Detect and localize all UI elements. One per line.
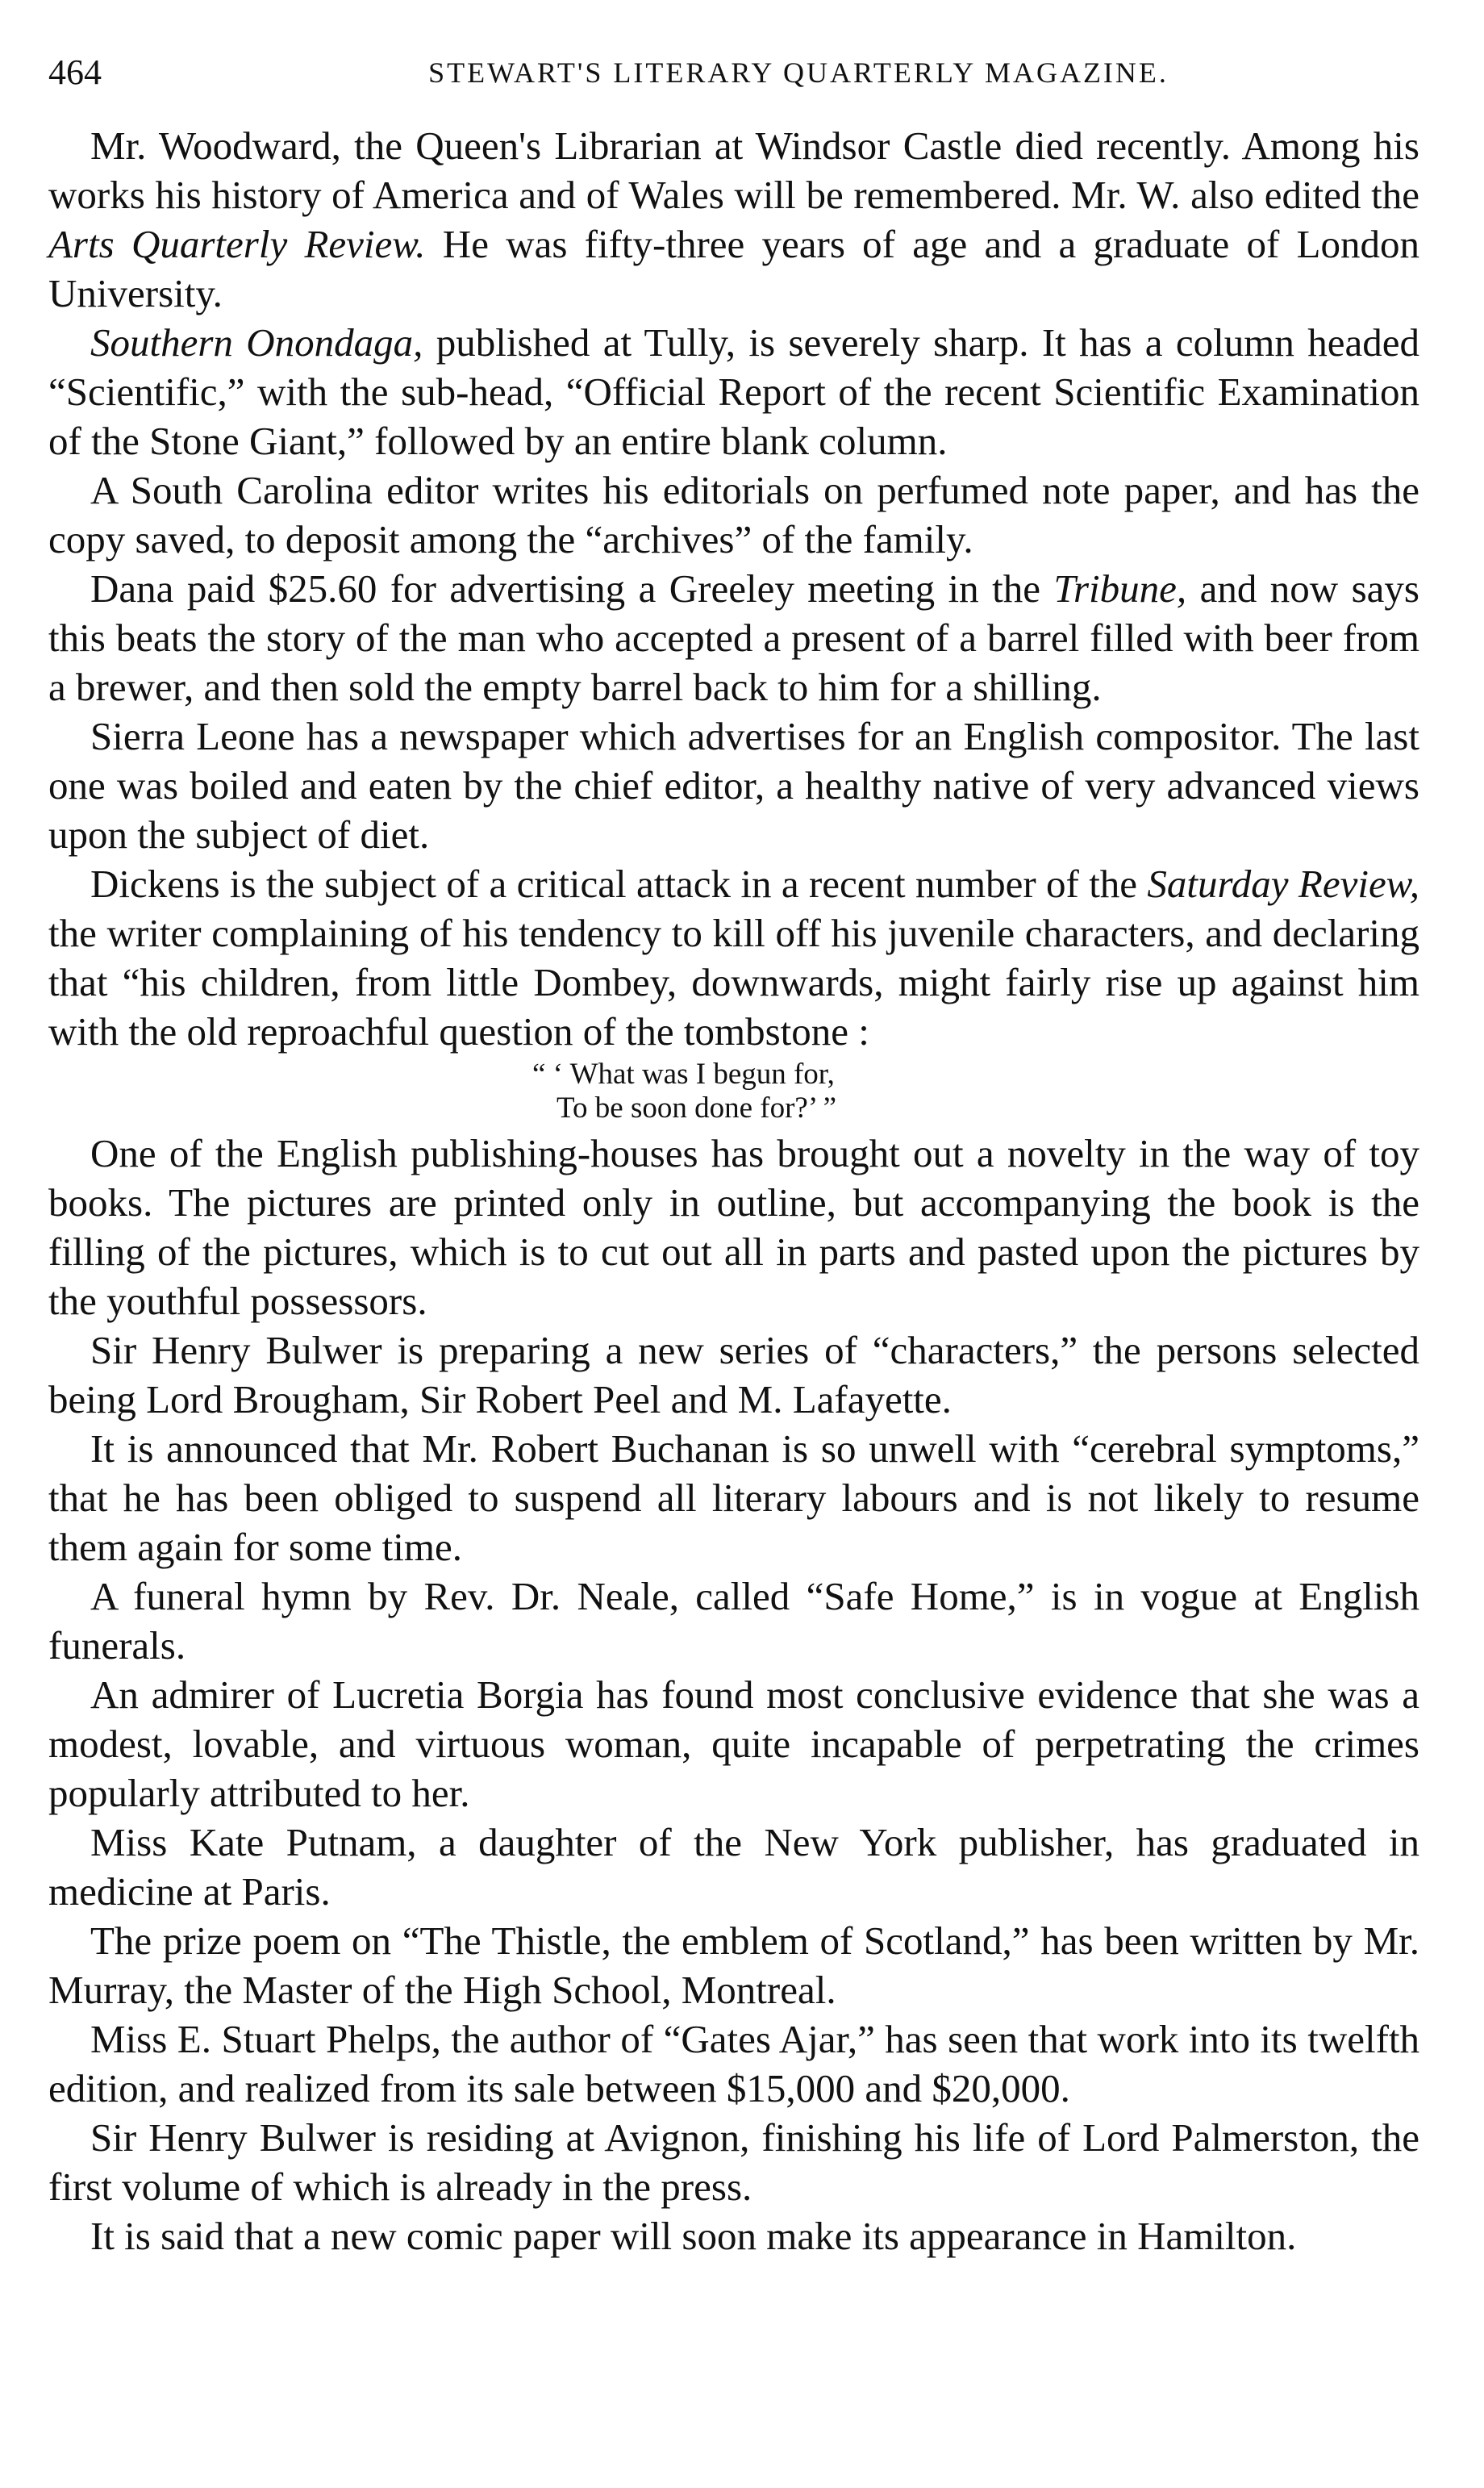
page-number: 464 (48, 52, 102, 92)
paragraph-thistle-poem: The prize poem on “The Thistle, the emblem of Scotland,” has been written by Mr. Murray, the Master of the High School, Montreal. (48, 1918, 1419, 2012)
paragraph-text: and now says this beats the story of the man who accepted a present of a barrel filled with beer from a brewer, and then sold the empty barrel back to him for a shilling. (48, 566, 1419, 709)
tombstone-verse (532, 1058, 1419, 1125)
verse-line: “ ‘ What was I begun for, (532, 1058, 835, 1091)
paragraph-text: Mr. Woodward, the Queen's Librarian at Windsor Castle died recently. Among his works his history of America and of Wales will be remembered. Mr. W. also edited the (48, 123, 1419, 217)
magazine-page (48, 48, 1419, 2260)
paragraph-text: published at Tully, is severely sharp. It has a column headed “Scientific,” with the sub-head, “Official Report of the recent Scientific Examination of the Stone Giant,” followed by an entire blank column. (48, 320, 1419, 463)
paragraph-phelps: Miss E. Stuart Phelps, the author of “Gates Ajar,” has seen that work into its twelfth edition, and realized from its sale between $15,000 and $20,000. (48, 2017, 1419, 2110)
paragraph-neale-hymn: A funeral hymn by Rev. Dr. Neale, called “Safe Home,” is in vogue at English funerals. (48, 1574, 1419, 1668)
page-header (48, 48, 1419, 121)
verse-line: To be soon done for?’ ” (556, 1092, 837, 1125)
paragraph-sierra-leone (48, 712, 1419, 859)
paragraph-text: Sierra Leone has a newspaper which advertises for an English compositor. The last one was boiled and eaten by the chief editor, a healthy native of very advanced views upon the subject of diet. (48, 714, 1419, 857)
paragraph-onondaga (48, 318, 1419, 465)
paragraph-dana (48, 564, 1419, 712)
paragraph-bulwer-avignon: Sir Henry Bulwer is residing at Avignon, finishing his life of Lord Palmerston, the first volume of which is already in the press. (48, 2115, 1419, 2209)
paragraph-woodward (48, 121, 1419, 318)
publication-title: Arts Quarterly Review. (48, 222, 426, 266)
publication-title: Saturday Review, (1147, 862, 1419, 906)
publication-title: Tribune, (1053, 566, 1187, 611)
paragraph-kate-putnam: Miss Kate Putnam, a daughter of the New York publisher, has graduated in medicine at Paris. (48, 1820, 1419, 1914)
paragraph-lucretia-borgia: An admirer of Lucretia Borgia has found most conclusive evidence that she was a modest, lovable, and virtuous woman, quite incapable of perpetrating the crimes popularly attributed to her. (48, 1672, 1419, 1815)
paragraph-dickens (48, 859, 1419, 1056)
paragraph-text: Dana paid $25.60 for advertising a Greeley meeting in the (90, 566, 1054, 611)
paragraph-text: the writer complaining of his tendency to kill off his juvenile characters, and declaring that “his children, from little Dombey, downwards, might fairly rise up against him with the old reproachful question of the tombstone : (48, 911, 1419, 1054)
publication-title: Southern Onondaga, (90, 320, 423, 365)
paragraph-bulwer-characters: Sir Henry Bulwer is preparing a new series of “characters,” the persons selected being Lord Brougham, Sir Robert Peel and M. Lafayette. (48, 1328, 1419, 1421)
paragraph-comic-paper: It is said that a new comic paper will soon make its appearance in Hamilton. (90, 2214, 1297, 2258)
paragraph-south-carolina (48, 465, 1419, 564)
paragraph-buchanan: It is announced that Mr. Robert Buchanan is so unwell with “cerebral symptoms,” that he has been obliged to suspend all literary labours and is not likely to resume them again for some time. (48, 1426, 1419, 1569)
paragraph-text: A South Carolina editor writes his editorials on perfumed note paper, and has the copy saved, to deposit among the “archives” of the family. (48, 468, 1419, 561)
paragraph-text: Dickens is the subject of a critical attack in a recent number of the (90, 862, 1148, 906)
article-body (48, 121, 1419, 2260)
paragraph-toy-books: One of the English publishing-houses has brought out a novelty in the way of toy books. The pictures are printed only in outline, but accompanying the book is the filling of the pictures, which is to cut out all in parts and pasted upon the pictures by the youthful possessors. (48, 1131, 1419, 1323)
paragraph-text: He was fifty-three years of age and a graduate of London University. (48, 222, 1419, 315)
running-title: STEWART'S LITERARY QUARTERLY MAGAZINE. (428, 56, 1169, 89)
